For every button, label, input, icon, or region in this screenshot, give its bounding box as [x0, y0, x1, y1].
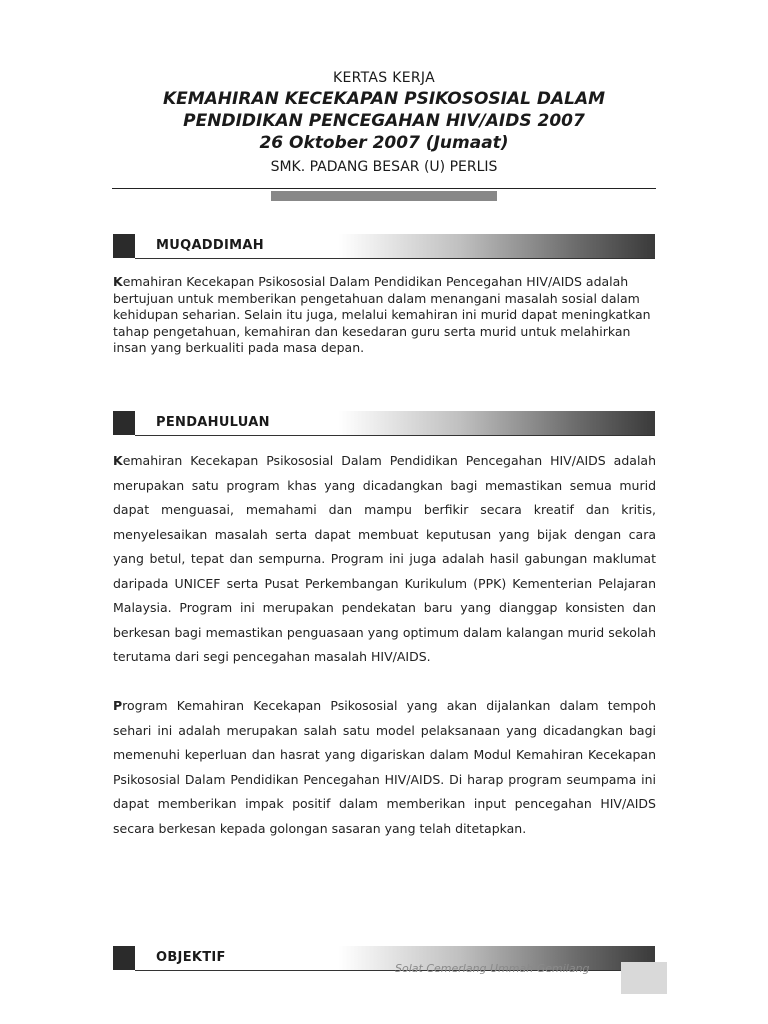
section-label: PENDAHULUAN	[156, 415, 270, 430]
initial-letter: P	[113, 698, 123, 713]
heading-square	[113, 946, 135, 970]
school-name: SMK. PADANG BESAR (U) PERLIS	[270, 159, 498, 175]
paragraph-pendahuluan-2	[113, 694, 656, 841]
paragraph-muqaddimah	[113, 274, 656, 357]
heading-underline	[135, 435, 655, 436]
header-rule	[112, 188, 656, 189]
initial-letter: K	[113, 274, 123, 289]
document-date: 26 Oktober 2007 (Jumaat)	[259, 133, 509, 153]
initial-letter: K	[113, 453, 123, 468]
page-number-box	[621, 962, 667, 994]
footer-motto: Solat Cemerlang Ummah Gemilang	[395, 962, 590, 975]
paragraph-pendahuluan-1	[113, 449, 656, 670]
section-heading-pendahuluan	[113, 411, 655, 435]
document-title-line-1: KEMAHIRAN KECEKAPAN PSIKOSOSIAL DALAM	[162, 89, 606, 109]
heading-square	[113, 234, 135, 258]
paragraph-text: emahiran Kecekapan Psikososial Dalam Pendidikan Pencegahan HIV/AIDS adalah merupakan satu program khas yang dicadangkan bagi memastikan semua murid dapat menguasai, memahami dan mampu berfikir secara kreatif dan kritis, menyelesaikan masalah serta dapat membuat keputusan yang bijak dengan cara yang betul, tepat dan sempurna. Program ini juga adalah hasil gabungan maklumat daripada UNICEF serta Pusat Perkembangan Kurikulum (PPK) Kementerian Pelajaran Malaysia. Program ini merupakan pendekatan baru yang dianggap konsisten dan berkesan bagi memastikan penguasaan yang optimum dalam kalangan murid sekolah terutama dari segi pencegahan masalah HIV/AIDS.	[113, 453, 656, 664]
document-header	[0, 68, 768, 177]
section-heading-muqaddimah	[113, 234, 655, 258]
paragraph-text: rogram Kemahiran Kecekapan Psikososial yang akan dijalankan dalam tempoh sehari ini adalah merupakan salah satu model pelaksanaan yang dicadangkan bagi memenuhi keperluan dan hasrat yang digariskan dalam Modul Kemahiran Kecekapan Psikososial Dalam Pendidikan Pencegahan HIV/AIDS. Di harap program seumpama ini dapat memberikan impak positif dalam memberikan input pencegahan HIV/AIDS secara berkesan kepada golongan sasaran yang telah ditetapkan.	[113, 698, 656, 836]
document-kicker: KERTAS KERJA	[333, 70, 435, 86]
paragraph-text: emahiran Kecekapan Psikososial Dalam Pendidikan Pencegahan HIV/AIDS adalah bertujuan untuk memberikan pengetahuan dalam menangani masalah sosial dalam kehidupan seharian. Selain itu juga, melalui kemahiran ini murid dapat meningkatkan tahap pengetahuan, kemahiran dan kesedaran guru serta murid untuk melahirkan insan yang berkualiti pada masa depan.	[113, 274, 651, 355]
document-title-line-2: PENDIDIKAN PENCEGAHAN HIV/AIDS 2007	[183, 111, 585, 131]
header-bar	[271, 191, 497, 201]
section-label: MUQADDIMAH	[156, 238, 264, 253]
heading-underline	[135, 258, 655, 259]
heading-square	[113, 411, 135, 435]
section-label: OBJEKTIF	[156, 950, 226, 965]
